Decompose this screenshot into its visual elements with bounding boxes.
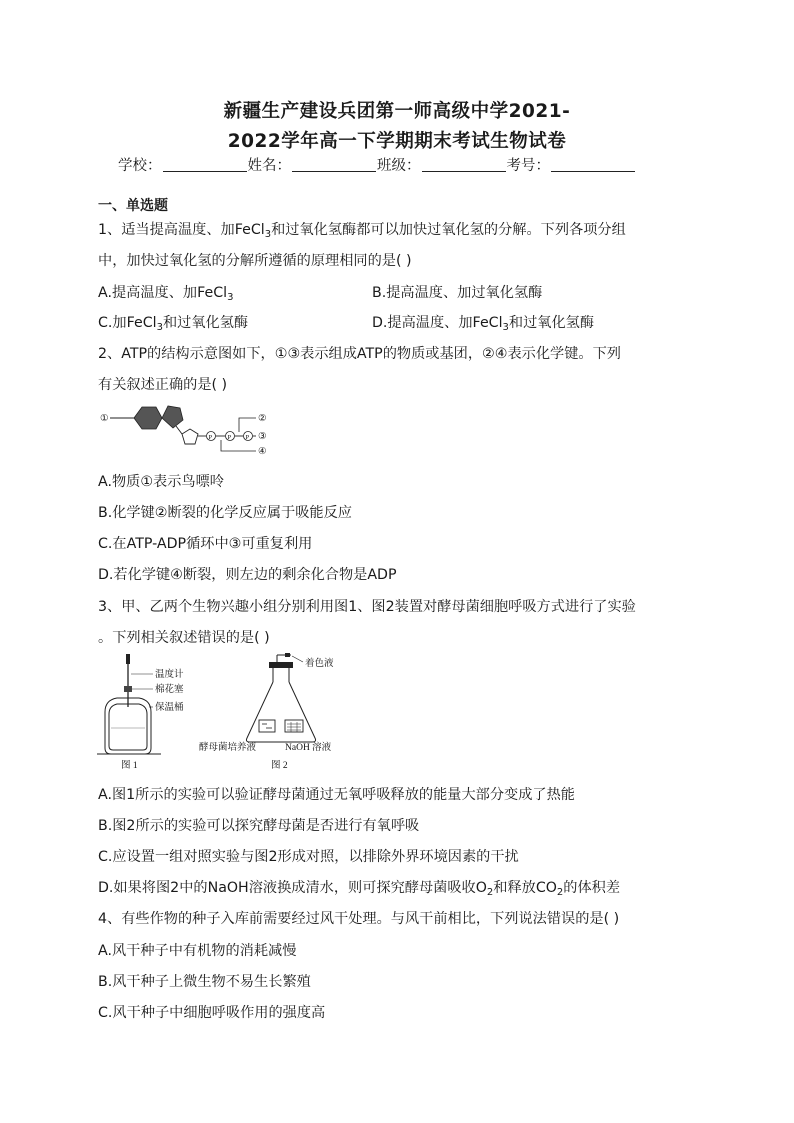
class-label: 班级： (377, 158, 421, 174)
q2-option-a[interactable]: A.物质①表示鸟嘌呤 (98, 474, 224, 490)
section-title: 一、单选题 (98, 198, 168, 214)
q1-option-c[interactable]: C.加FeCl$_3$和过氧化氢酶 (98, 315, 249, 333)
exam-title-line2: 2022学年高一下学期期末考试生物试卷 (227, 131, 567, 152)
q3-stem-line2: 。下列相关叙述错误的是( ) (98, 630, 270, 646)
cotton-plug-label: 棉花塞 (155, 685, 184, 695)
q2-option-d[interactable]: D.若化学键④断裂，则左边的剩余化合物是ADP (98, 567, 397, 583)
q3-option-a[interactable]: A.图1所示的实验可以验证酵母菌通过无氧呼吸释放的能量大部分变成了热能 (98, 787, 575, 803)
adenine-ring-icon (134, 407, 162, 429)
figure-2-flask (199, 653, 334, 771)
atp-label-3: ③ (258, 432, 267, 442)
class-blank[interactable] (422, 157, 506, 172)
thermometer-label: 温度计 (155, 670, 184, 680)
q2-stem-line2: 有关叙述正确的是( ) (98, 377, 228, 393)
adenine-ring2-icon (162, 406, 183, 428)
q1-option-b[interactable]: B.提高温度、加过氧化氢酶 (372, 285, 543, 301)
q3-stem-line1: 3、甲、乙两个生物兴趣小组分别利用图1、图2装置对酵母菌细胞呼吸方式进行了实验 (98, 599, 636, 615)
svg-text:P: P (245, 434, 250, 441)
yeast-culture-label: 酵母菌培养液 (199, 743, 257, 753)
school-blank[interactable] (163, 157, 247, 172)
q2-option-c[interactable]: C.在ATP-ADP循环中③可重复利用 (98, 536, 313, 552)
q1-option-d[interactable]: D.提高温度、加FeCl$_3$和过氧化氢酶 (372, 315, 595, 333)
q1-stem-line1: 1、适当提高温度、加FeCl$_3$和过氧化氢酶都可以加快过氧化氢的分解。下列各项分组 (98, 222, 626, 240)
q3-option-c[interactable]: C.应设置一组对照实验与图2形成对照，以排除外界环境因素的干扰 (98, 849, 519, 865)
name-label: 姓名： (247, 158, 291, 174)
student-info-row (118, 154, 678, 175)
q1-option-a[interactable]: A.提高温度、加FeCl$_3$ (98, 285, 234, 303)
q4-option-a[interactable]: A.风干种子中有机物的消耗减慢 (98, 943, 297, 959)
q4-option-b[interactable]: B.风干种子上微生物不易生长繁殖 (98, 974, 311, 990)
atp-label-4: ④ (258, 447, 267, 457)
atp-label-1: ① (100, 414, 109, 424)
exam-no-label: 考号： (506, 158, 550, 174)
name-blank[interactable] (292, 157, 376, 172)
figure-2-caption: 图 2 (271, 761, 288, 771)
exam-no-blank[interactable] (551, 157, 635, 172)
insulated-bucket-label: 保温桶 (155, 703, 184, 713)
svg-text:P: P (208, 434, 213, 441)
ribose-pentagon-icon (182, 429, 198, 444)
atp-label-2: ② (258, 414, 267, 424)
q3-option-b[interactable]: B.图2所示的实验可以探究酵母菌是否进行有氧呼吸 (98, 818, 420, 834)
atp-structure-figure (98, 400, 278, 462)
q4-option-c[interactable]: C.风干种子中细胞呼吸作用的强度高 (98, 1005, 326, 1021)
figure-1-thermos (97, 654, 184, 771)
q3-option-d[interactable]: D.如果将图2中的NaOH溶液换成清水，则可探究酵母菌吸收$O_2$和释放$CO_2$的体积差 (98, 880, 621, 898)
respiration-apparatus-figure (95, 652, 355, 772)
q2-stem-line1: 2、ATP的结构示意图如下，①③表示组成ATP的物质或基团，②④表示化学键。下列 (98, 346, 621, 362)
school-label: 学校： (118, 158, 162, 174)
svg-text:P: P (227, 434, 232, 441)
exam-title-line1: 新疆生产建设兵团第一师高级中学2021- (223, 101, 571, 122)
dye-solution-label: 着色液 (305, 659, 334, 669)
q1-stem-line2: 中，加快过氧化氢的分解所遵循的原理相同的是( ) (98, 253, 412, 269)
naoh-solution-label: NaOH 溶液 (285, 743, 332, 753)
figure-1-caption: 图 1 (121, 761, 138, 771)
q4-stem-line1: 4、有些作物的种子入库前需要经过风干处理。与风干前相比，下列说法错误的是( ) (98, 911, 620, 927)
q2-option-b[interactable]: B.化学键②断裂的化学反应属于吸能反应 (98, 505, 352, 521)
